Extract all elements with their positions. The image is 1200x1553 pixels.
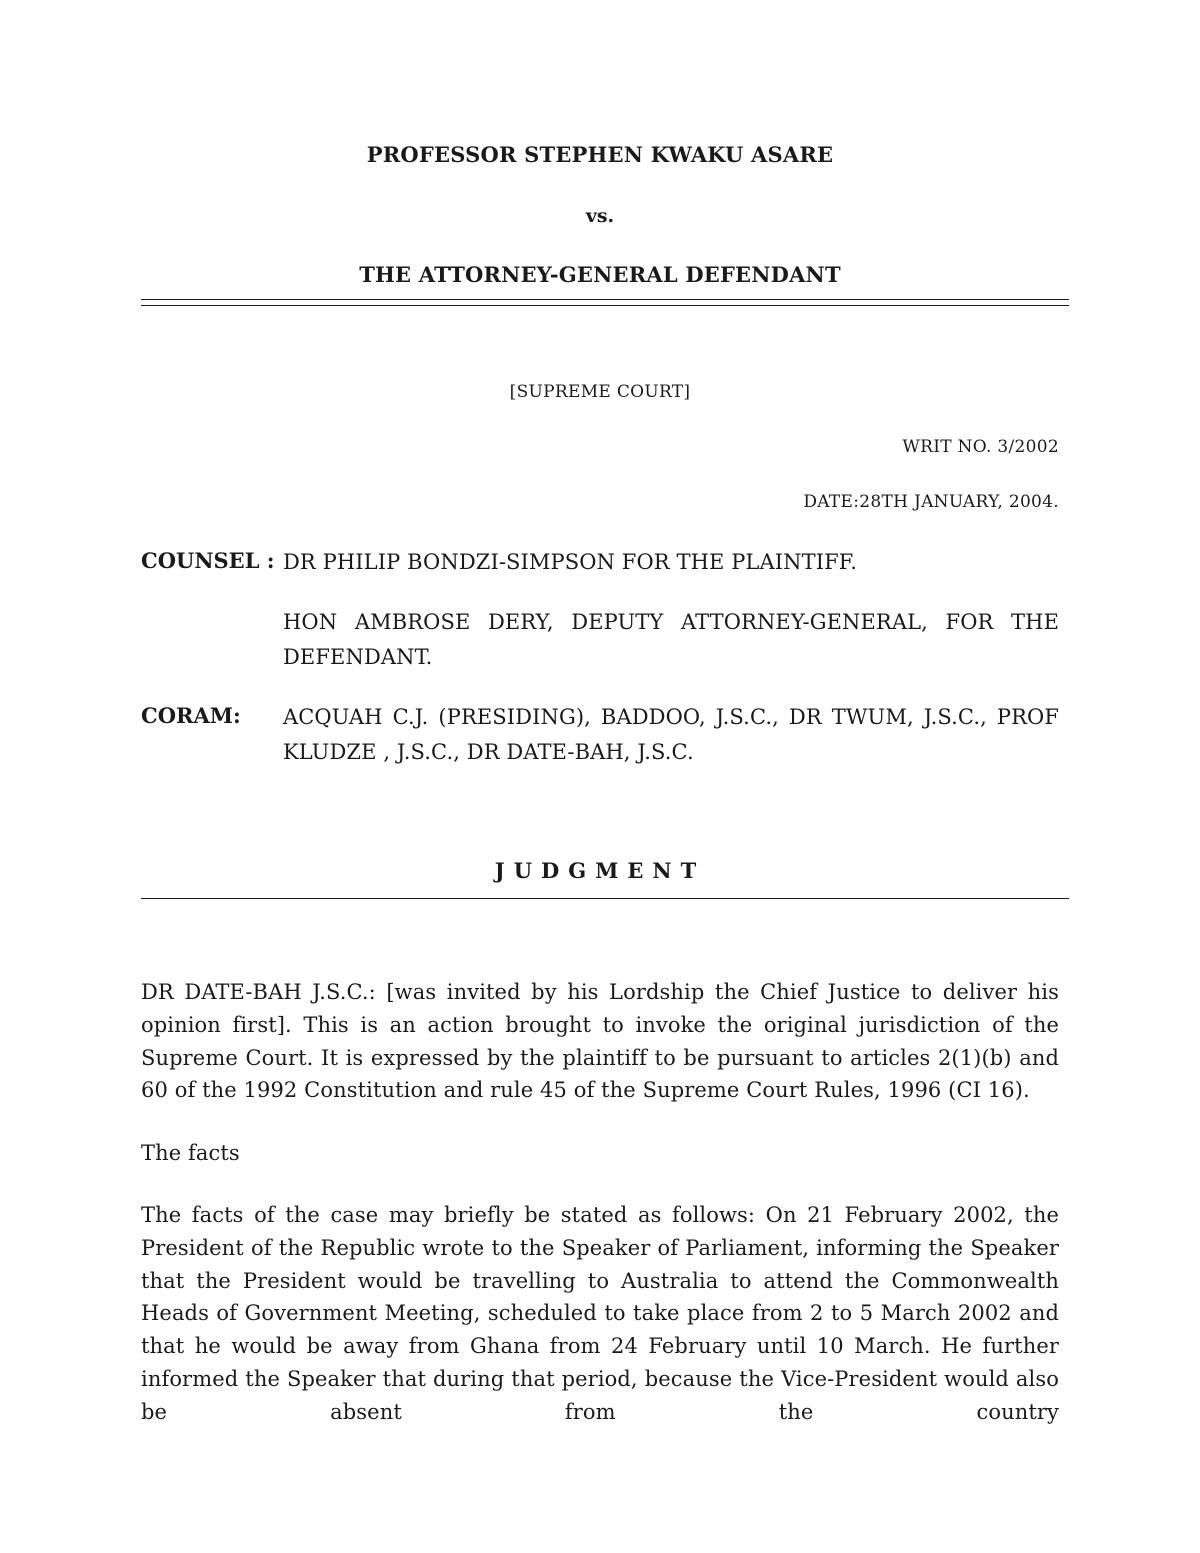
counsel-defendant: HON AMBROSE DERY, DEPUTY ATTORNEY-GENERAL, FOR THE DEFENDANT. — [283, 610, 1059, 669]
court-name: [SUPREME COURT] — [509, 382, 691, 402]
versus-label: vs. — [585, 205, 615, 227]
facts-paragraph: The facts of the case may briefly be stated as follows: On 21 February 2002, the President of the Republic wrote to the Speaker of Parliament, informing the Speaker that the President would be travelling to Australia to attend the Commonwealth Heads of Government Meeting, scheduled to take place from 2 to 5 March 2002 and that he would be away from Ghana from 24 February until 10 March. He further informed the Speaker that during that period, because the Vice-President would also be absent from the country — [141, 1203, 1059, 1424]
facts-heading: The facts — [141, 1141, 240, 1165]
header-double-rule — [141, 299, 1069, 306]
defendant-name: THE ATTORNEY-GENERAL DEFENDANT — [359, 262, 841, 287]
judgment-rule — [141, 898, 1069, 899]
coram-label: CORAM: — [141, 703, 241, 728]
judgment-title: JUDGMENT — [494, 858, 706, 883]
plaintiff-name: PROFESSOR STEPHEN KWAKU ASARE — [366, 142, 834, 167]
counsel-label: COUNSEL : — [141, 548, 275, 573]
writ-number: WRIT NO. 3/2002 — [902, 437, 1059, 457]
intro-paragraph: DR DATE-BAH J.S.C.: [was invited by his Lordship the Chief Justice to deliver his opinion first]. This is an action brought to invoke the original jurisdiction of the Supreme Court. It is expressed by the plaintiff to be pursuant to articles 2(1)(b) and 60 of the 1992 Constitution and rule 45 of the Supreme Court Rules, 1996 (CI 16). — [141, 980, 1059, 1103]
judgment-date: DATE:28TH JANUARY, 2004. — [803, 492, 1059, 512]
counsel-plaintiff: DR PHILIP BONDZI-SIMPSON FOR THE PLAINTIFF. — [283, 550, 857, 574]
coram-judges: ACQUAH C.J. (PRESIDING), BADDOO, J.S.C., DR TWUM, J.S.C., PROF KLUDZE , J.S.C., DR DATE-BAH, J.S.C. — [283, 705, 1059, 764]
